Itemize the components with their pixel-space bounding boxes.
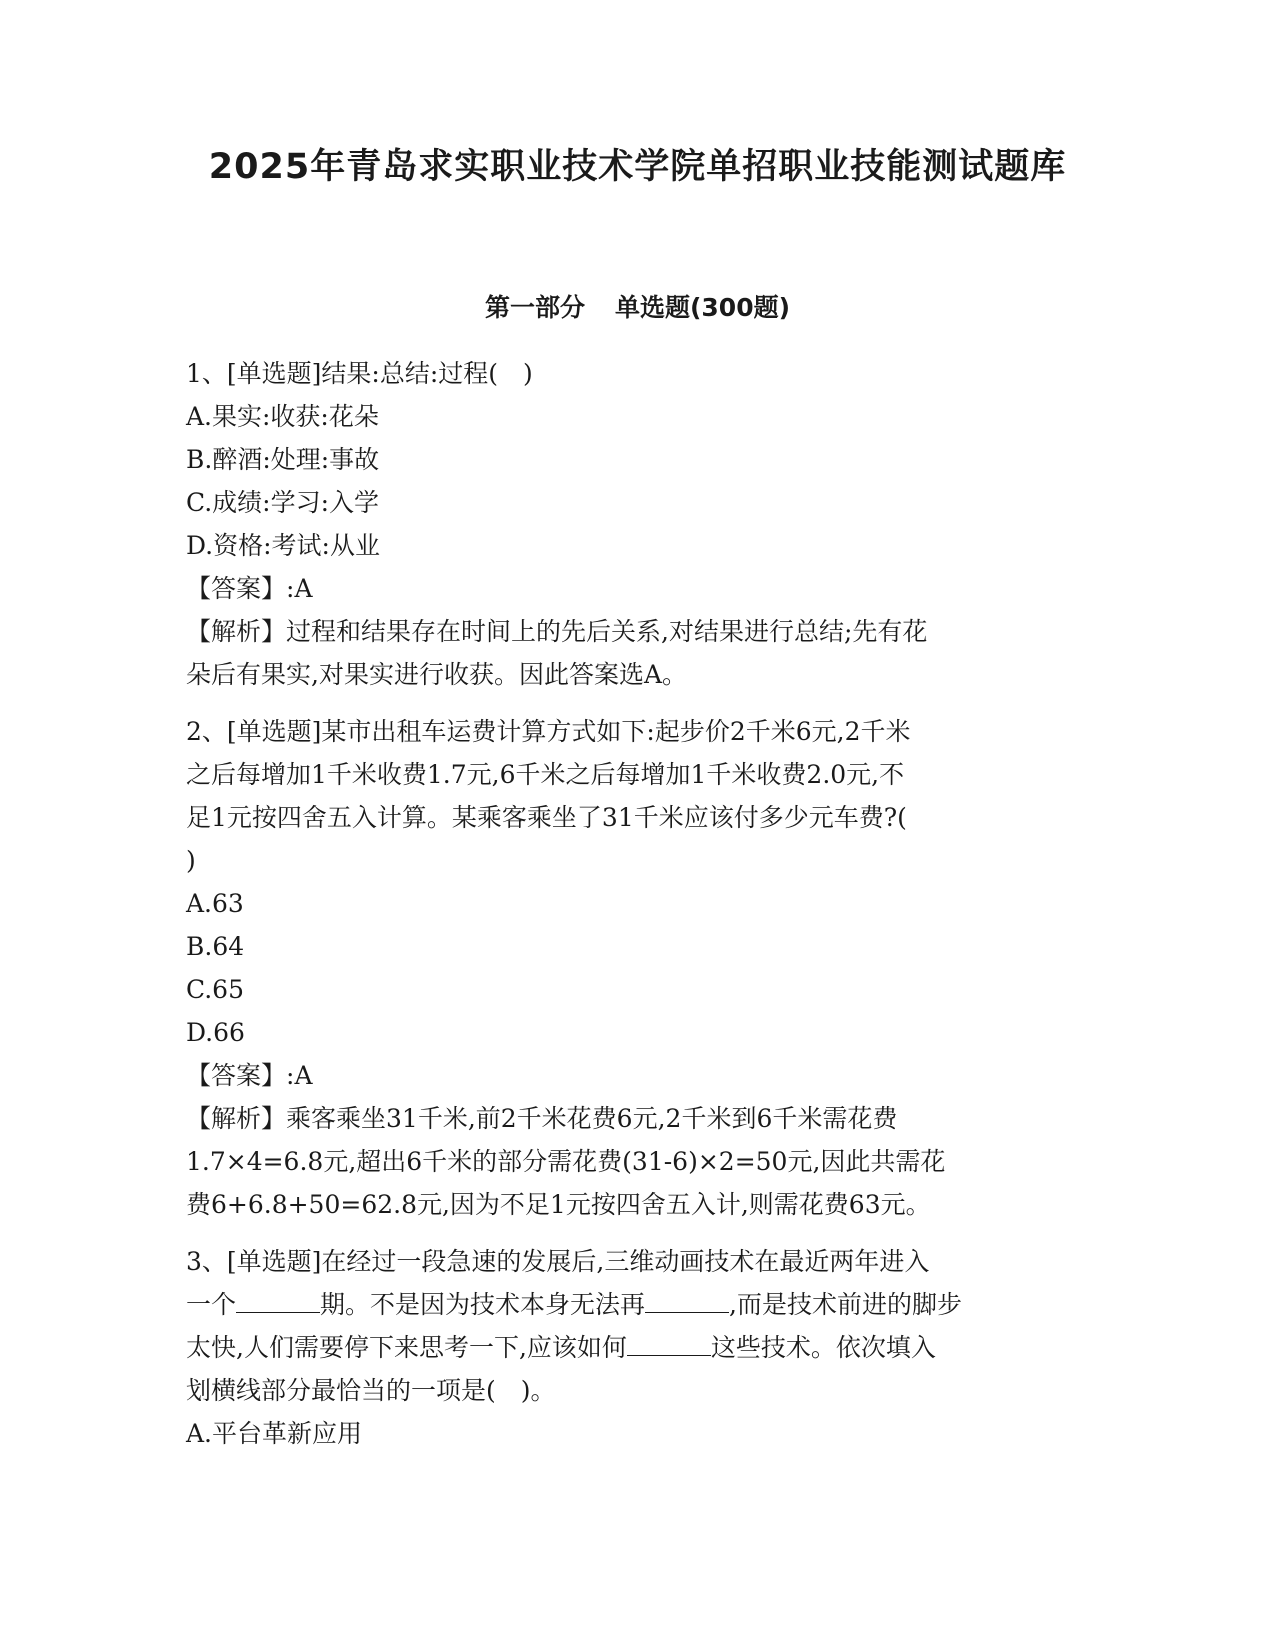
analysis-label: 【解析】 [186, 617, 287, 646]
fill-blank [627, 1333, 711, 1356]
analysis-line [186, 1097, 1086, 1140]
answer-line [186, 1054, 1086, 1097]
question-1 [186, 352, 1086, 696]
option-c: C.成绩:学习:入学 [186, 488, 380, 517]
answer-value: A [294, 574, 313, 603]
question-stem: ) [186, 846, 196, 875]
analysis-text: 费6+6.8+50=62.8元,因为不足1元按四舍五入计,则需花费63元。 [186, 1190, 931, 1219]
section-heading [0, 290, 1275, 326]
stem-text: 太快,人们需要停下来思考一下,应该如何 [186, 1333, 627, 1362]
stem-text: 这些技术。依次填入 [710, 1333, 936, 1362]
section-name: 单选题(300题) [614, 293, 791, 322]
analysis-line [186, 610, 1086, 653]
answer-line [186, 567, 1086, 610]
question-3 [186, 1240, 1086, 1455]
fill-blank [236, 1290, 320, 1313]
stem-text: 期。不是因为技术本身无法再 [320, 1290, 646, 1319]
option-a: A.平台革新应用 [186, 1419, 363, 1448]
analysis-text: 乘客乘坐31千米,前2千米花费6元,2千米到6千米需花费 [286, 1104, 898, 1133]
question-stem [186, 1326, 1086, 1369]
option-b: B.醉酒:处理:事故 [186, 445, 380, 474]
question-stem: 2、[单选题]某市出租车运费计算方式如下:起步价2千米6元,2千米 [186, 717, 911, 746]
option-c: C.65 [186, 975, 244, 1004]
option-a: A.63 [186, 889, 244, 918]
question-stem [186, 1283, 1086, 1326]
answer-value: A [294, 1061, 313, 1090]
answer-label: 【答案】: [186, 574, 295, 603]
fill-blank [645, 1290, 729, 1313]
analysis-text: 过程和结果存在时间上的先后关系,对结果进行总结;先有花 [286, 617, 928, 646]
question-stem: 划横线部分最恰当的一项是( )。 [186, 1376, 556, 1405]
stem-text: 一个 [186, 1290, 237, 1319]
option-d: D.资格:考试:从业 [186, 531, 380, 560]
stem-text: ,而是技术前进的脚步 [729, 1290, 962, 1319]
document-title: 2025年青岛求实职业技术学院单招职业技能测试题库 [208, 147, 1067, 187]
option-a: A.果实:收获:花朵 [186, 402, 379, 431]
question-stem: 之后每增加1千米收费1.7元,6千米之后每增加1千米收费2.0元,不 [186, 760, 905, 789]
question-stem: 足1元按四舍五入计算。某乘客乘坐了31千米应该付多少元车费?( [186, 803, 907, 832]
analysis-text: 朵后有果实,对果实进行收获。因此答案选A。 [186, 660, 688, 689]
question-list [186, 352, 1086, 1469]
analysis-label: 【解析】 [186, 1104, 287, 1133]
answer-label: 【答案】: [186, 1061, 295, 1090]
question-stem: 1、[单选题]结果:总结:过程( ) [186, 359, 533, 388]
analysis-text: 1.7×4=6.8元,超出6千米的部分需花费(31-6)×2=50元,因此共需花 [186, 1147, 946, 1176]
question-stem: 3、[单选题]在经过一段急速的发展后,三维动画技术在最近两年进入 [186, 1247, 930, 1276]
question-2 [186, 710, 1086, 1226]
section-part: 第一部分 [484, 293, 585, 322]
option-d: D.66 [186, 1018, 245, 1047]
option-b: B.64 [186, 932, 245, 961]
